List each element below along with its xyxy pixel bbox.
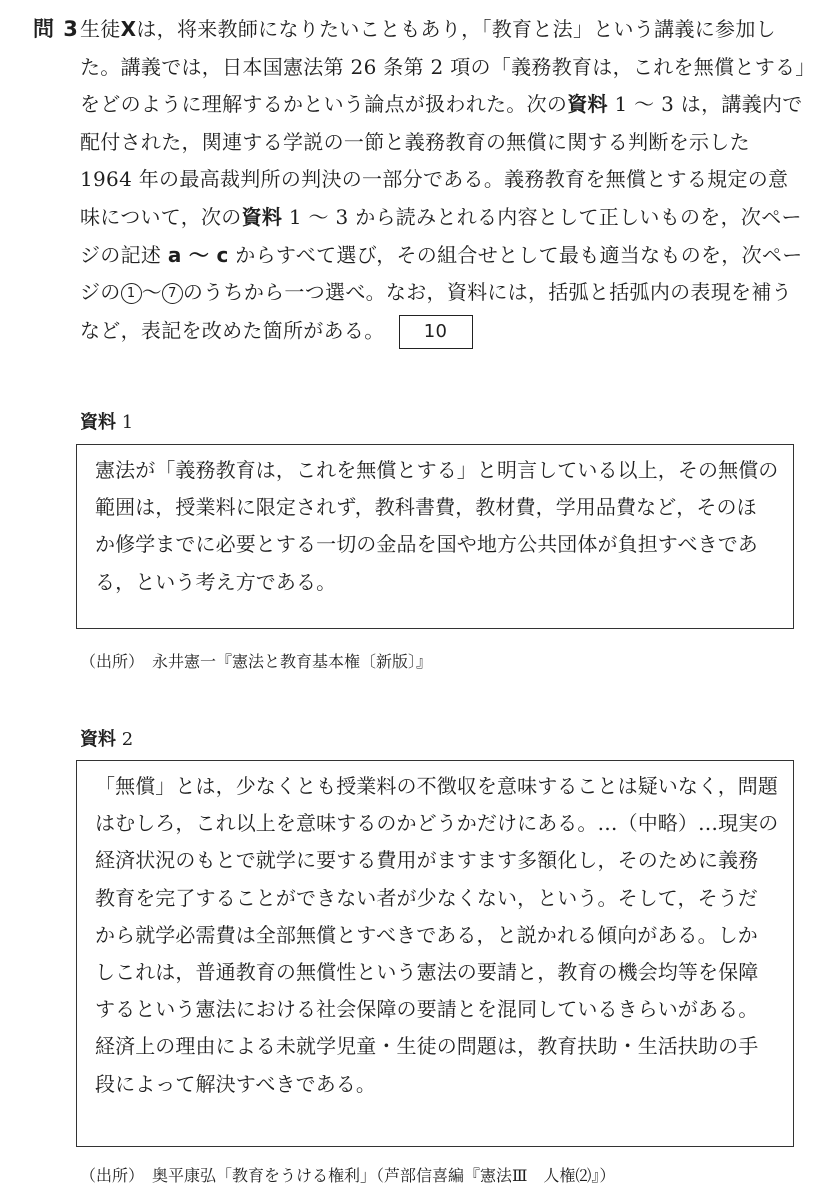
question-text-segment: ～ [141, 280, 162, 305]
question-line [80, 202, 802, 240]
material-1-heading-number: 1 [116, 412, 134, 433]
question-text-segment: は，将来教師になりたいこともあり，「教育と法」という講義に参加し [136, 17, 776, 41]
material-1-source: （出所） 永井憲一『憲法と教育基本権〔新版〕』 [80, 652, 433, 671]
question-number: 問 3 [33, 17, 79, 41]
question-bold-segment: a ～ c [167, 242, 229, 267]
material-text-line: しこれは，普通教育の無償性という憲法の要請と，教育の機会均等を保障 [95, 959, 759, 984]
circled-choice-number: 7 [162, 283, 183, 304]
question-line [80, 14, 798, 52]
question-line [80, 277, 798, 315]
question-line [80, 89, 803, 127]
question-text-segment: をどのように理解するかという論点が扱われた。次の [80, 92, 568, 117]
material-text-line: か修学までに必要とする一切の金品を国や地方公共団体が負担すべきであ [95, 532, 758, 557]
question-text-segment: 生徒 [80, 17, 121, 41]
material-text-line: するという憲法における社会保障の要請とを混同しているきらいがある。 [95, 997, 759, 1022]
circled-choice-number: 1 [121, 283, 142, 304]
question-text-segment: 1 ～ 3 は，講義内で [607, 92, 803, 117]
question-line [80, 164, 798, 202]
answer-number-box: 10 [399, 315, 473, 349]
material-2-heading-number: 2 [116, 729, 134, 750]
material-text-line: 経済状況のもとで就学に要する費用がますます多額化し，そのために義務 [95, 848, 759, 873]
question-line [80, 52, 816, 90]
material-text-line: 範囲は，授業料に限定されず，教科書費，教材費，学用品費など，そのほ [95, 495, 757, 520]
question-text-segment: 1 ～ 3 から読みとれる内容として正しいものを，次ペー [282, 204, 802, 229]
question-text-segment: ジの [80, 280, 121, 305]
question-line [80, 240, 803, 278]
material-2-heading-label: 資料 [80, 729, 116, 750]
question-bold-segment: 資料 [567, 92, 608, 117]
material-text-line: る，という考え方である。 [95, 569, 337, 594]
material-2-heading [80, 727, 133, 753]
question-text-segment: 配付された，関連する学説の一節と義務教育の無償に関する判断を示した [80, 129, 750, 154]
material-2-box [76, 760, 794, 1147]
question-line [80, 127, 798, 165]
question-line [80, 315, 798, 353]
material-text-line: はむしろ，これ以上を意味するのかどうかだけにある。…（中略）…現実の [95, 811, 779, 836]
material-2-source: （出所） 奥平康弘「教育をうける権利」（芦部信喜編『憲法Ⅲ 人権⑵』） [80, 1166, 616, 1185]
material-1-heading-label: 資料 [80, 412, 116, 433]
question-text-segment: ジの記述 [80, 242, 168, 267]
material-text-line: 経済上の理由による未就学児童・生徒の問題は，教育扶助・生活扶助の手 [95, 1034, 759, 1059]
question-text-segment: 1964 年の最高裁判所の判決の一部分である。義務教育を無償とする規定の意 [80, 167, 789, 192]
material-text-line: 「無償」とは，少なくとも授業料の不徴収を意味することは疑いなく，問題 [95, 774, 778, 798]
question-text-segment: からすべて選び，その組合せとして最も適当なものを，次ペー [228, 242, 803, 267]
question-text-segment: た。講義では，日本国憲法第 26 条第 2 項の「義務教育は，これを無償とする」 [80, 54, 816, 79]
material-text-line: から就学必需費は全部無償とすべきである，と説かれる傾向がある。しか [95, 922, 758, 947]
material-text-line: 段によって解決すべきである。 [95, 1071, 376, 1096]
material-1-box [76, 444, 794, 629]
question-text-segment: のうちから一つ選べ。なお，資料には，括弧と括弧内の表現を補う [182, 280, 792, 305]
material-text-line: 憲法が「義務教育は，これを無償とする」と明言している以上，その無償の [95, 458, 779, 482]
question-text [80, 14, 816, 352]
material-text-line: 教育を完了することができない者が少なくない，という。そして，そうだ [95, 885, 758, 910]
question-bold-segment: 資料 [241, 204, 283, 229]
question-text-segment: 味について，次の [80, 204, 242, 229]
question-text-segment: など，表記を改めた箇所がある。 [80, 318, 385, 343]
question-bold-segment: X [120, 17, 137, 41]
material-1-heading [80, 410, 133, 436]
